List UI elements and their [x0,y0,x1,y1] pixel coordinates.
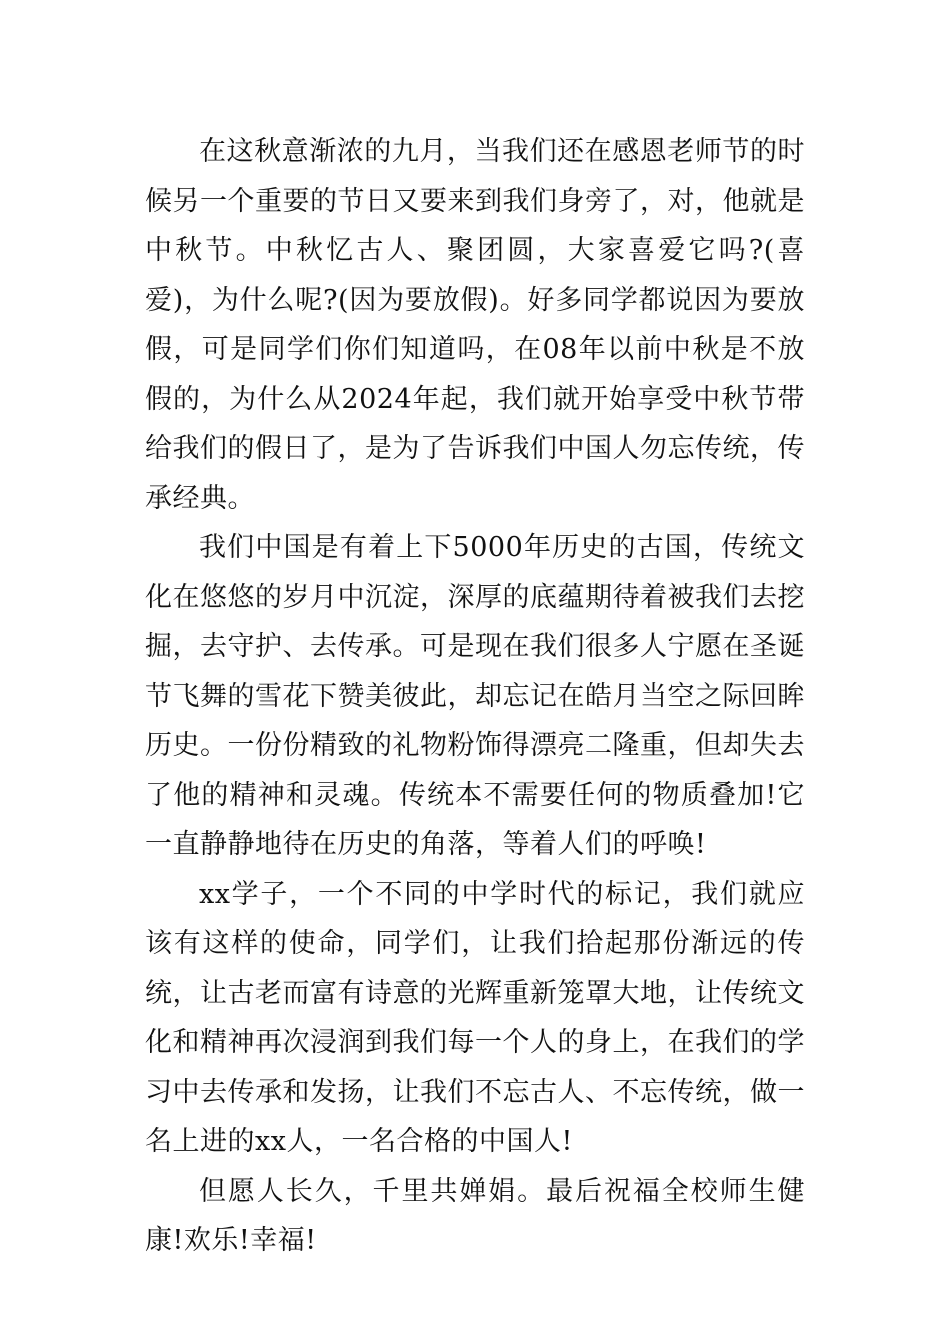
paragraph: 我们中国是有着上下5000年历史的古国，传统文化在悠悠的岁月中沉淀，深厚的底蕴期待着被我们去挖掘，去守护、去传承。可是现在我们很多人宁愿在圣诞节飞舞的雪花下赞美彼此，却忘记在皓月当空之际回眸历史。一份份精致的礼物粉饰得漂亮二隆重，但却失去了他的精神和灵魂。传统本不需要任何的物质叠加!它一直静静地待在历史的角落，等着人们的呼唤! [145,532,805,860]
document-body [145,127,805,1266]
paragraph: 但愿人长久，千里共婵娟。最后祝福全校师生健康!欢乐!幸福! [145,1175,805,1256]
paragraph: 在这秋意渐浓的九月，当我们还在感恩老师节的时候另一个重要的节日又要来到我们身旁了，对，他就是中秋节。中秋忆古人、聚团圆，大家喜爱它吗?(喜爱)，为什么呢?(因为要放假)。好多同学都说因为要放假，可是同学们你们知道吗，在08年以前中秋是不放假的，为什么从2024年起，我们就开始享受中秋节带给我们的假日了，是为了告诉我们中国人勿忘传统，传承经典。 [145,136,805,514]
paragraph: xx学子，一个不同的中学时代的标记，我们就应该有这样的使命，同学们，让我们拾起那份渐远的传统，让古老而富有诗意的光辉重新笼罩大地，让传统文化和精神再次浸润到我们每一个人的身上，在我们的学习中去传承和发扬，让我们不忘古人、不忘传统，做一名上进的xx人，一名合格的中国人! [145,878,805,1157]
